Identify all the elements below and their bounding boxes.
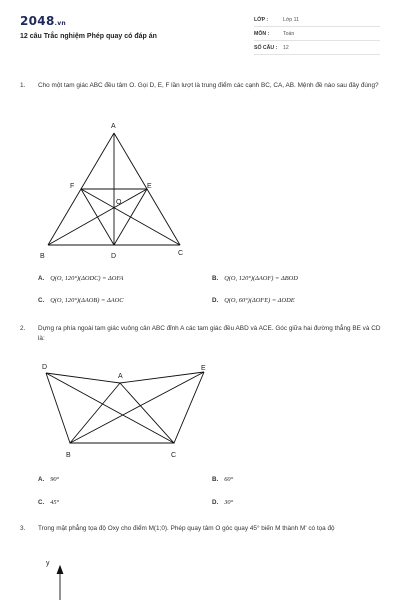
question-number: 2. — [20, 325, 26, 332]
option-1c[interactable] — [38, 297, 123, 304]
meta-value: Lớp 11 — [283, 17, 299, 23]
option-label: C. — [38, 297, 45, 304]
label-A: A — [111, 123, 116, 130]
meta-label: LỚP : — [254, 17, 269, 23]
label-C: C — [171, 452, 177, 459]
option-value: Q(O, 120°)(ΔAOF) = ΔBOD — [224, 275, 298, 282]
option-2b[interactable] — [212, 476, 233, 483]
label-B: B — [40, 253, 45, 260]
option-label: A. — [38, 476, 45, 483]
option-label: C. — [38, 499, 45, 506]
figure-q2-geometry — [46, 372, 204, 443]
option-label: B. — [212, 275, 219, 282]
label-D: D — [111, 253, 117, 260]
option-value: Q(O, 60°)(ΔOFE) = ΔODE — [224, 297, 295, 304]
option-2a[interactable] — [38, 476, 59, 483]
label-D: D — [42, 364, 48, 371]
meta-value: 12 — [283, 45, 289, 51]
question-3 — [20, 524, 382, 534]
meta-value: Toán — [283, 31, 295, 37]
option-1d[interactable] — [212, 297, 295, 304]
label-y: y — [46, 560, 50, 567]
label-E: E — [147, 183, 152, 190]
logo-text: 2048 — [20, 14, 55, 28]
question-2 — [20, 324, 382, 344]
option-label: A. — [38, 275, 45, 282]
question-number: 1. — [20, 82, 26, 89]
option-value: Q(O, 120°)(ΔAOB) = ΔAOC — [50, 297, 124, 304]
option-value: 30° — [224, 499, 234, 506]
option-1a[interactable] — [38, 275, 123, 282]
option-value: Q(O, 120°)(ΔODC) = ΔOFA — [50, 275, 124, 282]
label-A: A — [118, 373, 123, 380]
question-text: Dựng ra phía ngoài tam giác vuông cân ABC đỉnh A các tam giác đều ABD và ACE. Góc giữa hai đường thẳng BE và CD là: — [38, 325, 381, 342]
question-text: Trong mặt phẳng tọa độ Oxy cho điểm M(1;0). Phép quay tâm O góc quay 45° biến M thành M' có tọa độ — [38, 525, 335, 532]
option-1b[interactable] — [212, 275, 298, 282]
option-value: 90° — [50, 476, 60, 483]
label-B: B — [66, 452, 71, 459]
label-F: F — [70, 183, 75, 190]
question-number: 3. — [20, 525, 26, 532]
meta-label: MÔN : — [254, 31, 270, 37]
figure-q3-axis — [57, 566, 63, 600]
option-value: 45° — [50, 499, 60, 506]
option-2d[interactable] — [212, 499, 233, 506]
segment-CD — [46, 373, 174, 443]
segment-BE — [70, 372, 204, 443]
label-E: E — [201, 365, 206, 372]
option-label: D. — [212, 499, 219, 506]
option-2c[interactable] — [38, 499, 59, 506]
label-O: O — [116, 199, 122, 206]
meta-label: SỐ CÂU : — [254, 45, 278, 51]
question-text: Cho một tam giác ABC đều tâm O. Gọi D, E, F lần lượt là trung điểm các cạnh BC, CA, AB. Mệnh đề nào sau đây đúng? — [38, 82, 379, 89]
logo-suffix: .vn — [54, 20, 66, 27]
document-title: 12 câu Trắc nghiệm Phép quay có đáp án — [20, 33, 157, 40]
label-C: C — [178, 250, 184, 257]
option-value: 60° — [224, 476, 234, 483]
option-label: B. — [212, 476, 219, 483]
option-label: D. — [212, 297, 219, 304]
